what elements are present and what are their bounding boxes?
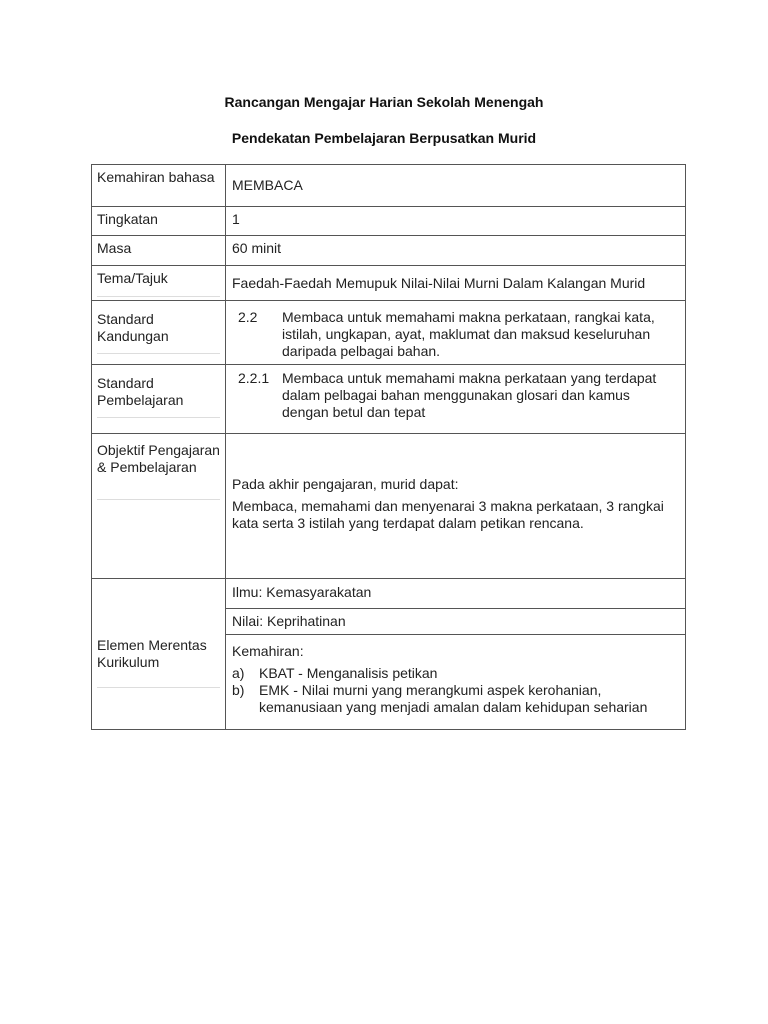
elemen-nilai: Nilai: Keprihatinan [226, 608, 685, 634]
list-item [232, 665, 679, 682]
label-tingkatan: Tingkatan [92, 207, 226, 236]
row-objektif [92, 434, 686, 579]
list-marker: a) [232, 664, 245, 681]
kemahiran-heading: Kemahiran: [232, 642, 304, 659]
lesson-plan-table [91, 164, 686, 730]
value-elemen [226, 579, 686, 730]
value-objektif [226, 434, 686, 579]
standard-text: Membaca untuk memahami makna perkataan yang terdapat dalam pelbagai bahan menggunakan glosari dan kamus dengan betul dan tepat [282, 370, 657, 420]
value-standard-kandungan [226, 301, 686, 365]
value-standard-pembelajaran [226, 365, 686, 434]
label-objektif [92, 434, 226, 579]
value-tingkatan: 1 [226, 207, 686, 236]
underline [97, 296, 220, 297]
label-text: Elemen Merentas Kurikulum [97, 637, 207, 670]
row-standard-pembelajaran [92, 365, 686, 434]
underline [97, 687, 220, 688]
label-text: Standard Pembelajaran [97, 375, 184, 408]
label-standard-kandungan [92, 301, 226, 365]
document-title: Rancangan Mengajar Harian Sekolah Menengah [224, 94, 544, 110]
label-masa: Masa [92, 236, 226, 266]
label-text: Objektif Pengajaran & Pembelajaran [97, 442, 220, 475]
label-text: Kemahiran bahasa [97, 169, 215, 185]
list-text: EMK - Nilai murni yang merangkumi aspek kerohanian, kemanusiaan yang menjadi amalan dalam kehidupan seharian [259, 681, 648, 715]
row-masa [92, 236, 686, 266]
value-tema-tajuk: Faedah-Faedah Memupuk Nilai-Nilai Murni Dalam Kalangan Murid [226, 266, 686, 301]
standard-code: 2.2 [238, 309, 258, 325]
label-tema-tajuk [92, 266, 226, 301]
list-item [232, 682, 679, 716]
row-tingkatan [92, 207, 686, 236]
label-elemen [92, 579, 226, 730]
underline [97, 499, 220, 500]
value-masa: 60 minit [226, 236, 686, 266]
row-tema [92, 266, 686, 301]
objective-intro: Pada akhir pengajaran, murid dapat: [232, 476, 459, 492]
row-elemen-merentas-kurikulum [92, 579, 686, 730]
list-marker: b) [232, 681, 245, 698]
label-text: Tema/Tajuk [97, 270, 168, 286]
row-standard-kandungan [92, 301, 686, 365]
elemen-ilmu: Ilmu: Kemasyarakatan [232, 584, 372, 600]
label-kemahiran-bahasa [92, 165, 226, 207]
elemen-kemahiran [226, 634, 685, 728]
objective-text: Membaca, memahami dan menyenarai 3 makna perkataan, 3 rangkai kata serta 3 istilah yang terdapat dalam petikan rencana. [232, 498, 664, 531]
document-subtitle: Pendekatan Pembelajaran Berpusatkan Murid [231, 130, 537, 146]
label-text: Standard Kandungan [97, 311, 169, 344]
label-standard-pembelajaran [92, 365, 226, 434]
row-kemahiran [92, 165, 686, 207]
underline [97, 417, 220, 418]
kemahiran-list [232, 665, 679, 716]
list-text: KBAT - Menganalisis petikan [259, 664, 438, 681]
value-kemahiran-bahasa: MEMBACA [226, 165, 686, 207]
underline [97, 353, 220, 354]
standard-text: Membaca untuk memahami makna perkataan, rangkai kata, istilah, ungkapan, ayat, maklumat dan maksud keseluruhan daripada pelbagai bahan. [282, 309, 655, 359]
standard-code: 2.2.1 [238, 370, 270, 386]
elemen-subtable [226, 579, 685, 728]
